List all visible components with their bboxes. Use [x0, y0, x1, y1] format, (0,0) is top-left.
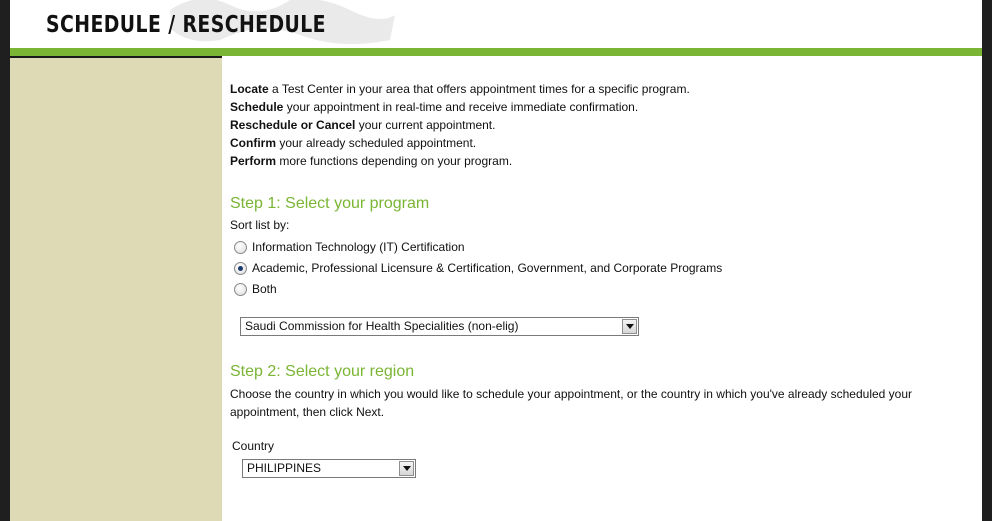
page-title: SCHEDULE / RESCHEDULE — [46, 12, 326, 38]
country-select[interactable] — [242, 459, 416, 478]
step2-description: Choose the country in which you would like to schedule your appointment, or the country in which you've already scheduled your appointment, then click Next. — [230, 387, 913, 419]
radio-button[interactable] — [234, 241, 247, 254]
intro-line: Perform more functions depending on your program. — [230, 154, 513, 168]
chevron-down-icon[interactable] — [622, 319, 637, 334]
sort-list-label: Sort list by: — [230, 218, 290, 232]
program-select-value: Saudi Commission for Health Specialities (non-elig) — [245, 319, 519, 333]
step2-heading: Step 2: Select your region — [230, 363, 415, 380]
radio-it-certification[interactable] — [234, 240, 465, 254]
chevron-down-icon[interactable] — [399, 461, 414, 476]
country-select-value: PHILIPPINES — [247, 461, 322, 475]
step1-heading: Step 1: Select your program — [230, 195, 430, 212]
radio-label: Academic, Professional Licensure & Certification, Government, and Corporate Programs — [252, 261, 723, 275]
radio-academic-programs[interactable] — [234, 261, 722, 275]
radio-button-selected[interactable] — [234, 262, 247, 275]
intro-line: Locate a Test Center in your area that offers appointment times for a specific program. — [230, 82, 690, 96]
intro-line: Schedule your appointment in real-time and receive immediate confirmation. — [230, 100, 639, 114]
radio-label: Information Technology (IT) Certification — [252, 240, 465, 254]
radio-label: Both — [252, 282, 277, 296]
program-select[interactable] — [240, 317, 639, 336]
sidebar — [10, 58, 222, 521]
header — [10, 0, 982, 48]
radio-both[interactable] — [234, 282, 277, 296]
intro-line: Reschedule or Cancel your current appointment. — [230, 118, 496, 132]
intro-text — [230, 80, 960, 170]
radio-button[interactable] — [234, 283, 247, 296]
header-accent-bar — [10, 48, 982, 56]
country-label: Country — [232, 439, 275, 453]
intro-line: Confirm your already scheduled appointment. — [230, 136, 477, 150]
